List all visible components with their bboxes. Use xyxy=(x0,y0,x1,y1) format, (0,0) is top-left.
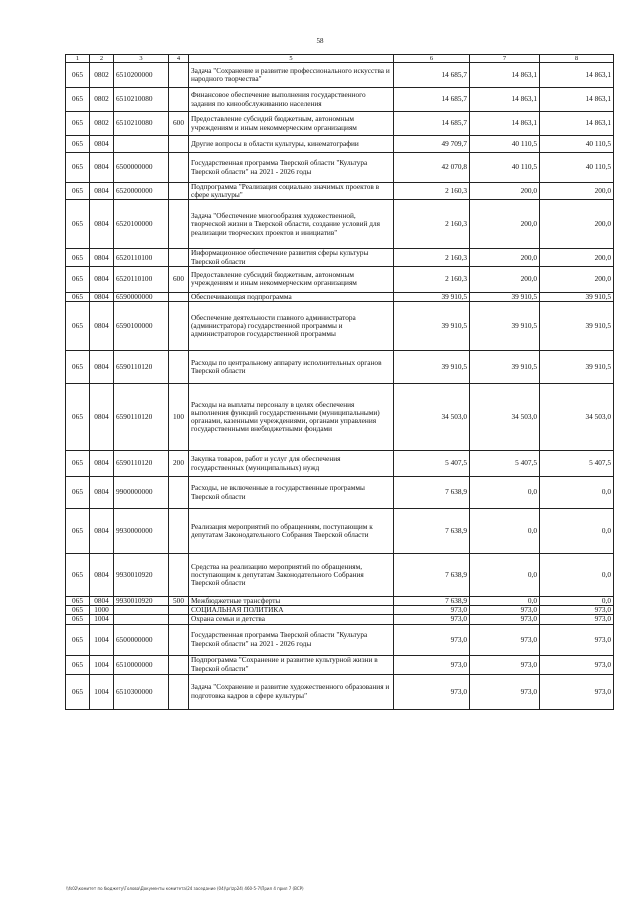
column-header-7: 7 xyxy=(470,55,540,63)
cell-admin-code: 065 xyxy=(66,615,90,624)
cell-amount-year-1: 973,0 xyxy=(394,674,470,709)
cell-section-code: 1004 xyxy=(90,615,114,624)
cell-target-article: 9930010920 xyxy=(114,554,169,597)
cell-amount-year-1: 973,0 xyxy=(394,624,470,655)
cell-amount-year-1: 14 685,7 xyxy=(394,63,470,88)
table-row xyxy=(66,302,614,351)
cell-target-article: 9930010920 xyxy=(114,597,169,606)
cell-amount-year-2: 39 910,5 xyxy=(470,302,540,351)
cell-admin-code: 065 xyxy=(66,451,90,477)
cell-amount-year-2: 14 863,1 xyxy=(470,63,540,88)
cell-amount-year-1: 34 503,0 xyxy=(394,384,470,451)
table-row xyxy=(66,655,614,674)
cell-amount-year-1: 2 160,3 xyxy=(394,183,470,200)
cell-amount-year-2: 200,0 xyxy=(470,266,540,292)
cell-amount-year-2: 200,0 xyxy=(470,249,540,266)
cell-amount-year-2: 39 910,5 xyxy=(470,351,540,384)
cell-target-article: 6510300000 xyxy=(114,674,169,709)
cell-amount-year-2: 200,0 xyxy=(470,183,540,200)
cell-description: Задача "Сохранение и развитие профессионального искусства и народного творчества" xyxy=(189,63,394,88)
cell-expense-type xyxy=(169,302,189,351)
cell-amount-year-1: 7 638,9 xyxy=(394,509,470,554)
cell-amount-year-3: 0,0 xyxy=(540,554,614,597)
cell-amount-year-2: 0,0 xyxy=(470,597,540,606)
cell-expense-type: 600 xyxy=(169,112,189,136)
table-row xyxy=(66,624,614,655)
table-row xyxy=(66,615,614,624)
cell-section-code: 0804 xyxy=(90,302,114,351)
cell-amount-year-1: 39 910,5 xyxy=(394,351,470,384)
column-header-3: 3 xyxy=(114,55,169,63)
cell-expense-type: 100 xyxy=(169,384,189,451)
cell-amount-year-1: 49 709,7 xyxy=(394,136,470,153)
cell-target-article: 6500000000 xyxy=(114,624,169,655)
cell-amount-year-2: 40 110,5 xyxy=(470,136,540,153)
cell-target-article: 6520110100 xyxy=(114,249,169,266)
cell-amount-year-2: 973,0 xyxy=(470,615,540,624)
cell-admin-code: 065 xyxy=(66,63,90,88)
cell-target-article: 9930000000 xyxy=(114,509,169,554)
cell-section-code: 0802 xyxy=(90,88,114,112)
cell-amount-year-1: 2 160,3 xyxy=(394,200,470,249)
cell-admin-code: 065 xyxy=(66,153,90,183)
cell-amount-year-2: 5 407,5 xyxy=(470,451,540,477)
cell-amount-year-2: 40 110,5 xyxy=(470,153,540,183)
cell-admin-code: 065 xyxy=(66,624,90,655)
cell-description: Закупка товаров, работ и услуг для обеспечения государственных (муниципальных) нужд xyxy=(189,451,394,477)
table-row xyxy=(66,112,614,136)
cell-expense-type xyxy=(169,674,189,709)
cell-section-code: 0802 xyxy=(90,112,114,136)
cell-admin-code: 065 xyxy=(66,351,90,384)
cell-amount-year-2: 0,0 xyxy=(470,477,540,509)
table-row xyxy=(66,292,614,301)
cell-target-article: 6510210080 xyxy=(114,88,169,112)
cell-admin-code: 065 xyxy=(66,249,90,266)
cell-admin-code: 065 xyxy=(66,655,90,674)
cell-admin-code: 065 xyxy=(66,606,90,615)
cell-target-article xyxy=(114,136,169,153)
cell-description: Информационное обеспечение развития сферы культуры Тверской области xyxy=(189,249,394,266)
table-row xyxy=(66,384,614,451)
cell-admin-code: 065 xyxy=(66,136,90,153)
cell-amount-year-3: 40 110,5 xyxy=(540,136,614,153)
cell-description: Другие вопросы в области культуры, кинематографии xyxy=(189,136,394,153)
cell-description: Средства на реализацию мероприятий по обращениям, поступающим к депутатам Законодательного Собрания Тверской области xyxy=(189,554,394,597)
cell-admin-code: 065 xyxy=(66,183,90,200)
cell-expense-type xyxy=(169,615,189,624)
cell-description: Финансовое обеспечение выполнения государственного задания по кинообслуживанию населения xyxy=(189,88,394,112)
cell-admin-code: 065 xyxy=(66,509,90,554)
cell-description: Государственная программа Тверской области "Культура Тверской области" на 2021 - 2026 годы xyxy=(189,624,394,655)
cell-section-code: 0804 xyxy=(90,249,114,266)
cell-expense-type xyxy=(169,509,189,554)
cell-amount-year-2: 14 863,1 xyxy=(470,112,540,136)
cell-section-code: 0804 xyxy=(90,554,114,597)
cell-amount-year-3: 0,0 xyxy=(540,597,614,606)
cell-expense-type xyxy=(169,153,189,183)
cell-amount-year-3: 39 910,5 xyxy=(540,351,614,384)
cell-amount-year-2: 973,0 xyxy=(470,674,540,709)
cell-section-code: 0804 xyxy=(90,509,114,554)
cell-expense-type: 500 xyxy=(169,597,189,606)
cell-section-code: 0804 xyxy=(90,477,114,509)
file-path-footer: \\fs02\комитет по бюджету\Голова\Документы комитета\24 заседание (04)\pr\zp24\ 460-5-7\Прил 4 прил 7 (ВСР) xyxy=(66,886,304,891)
cell-target-article: 6510210080 xyxy=(114,112,169,136)
cell-section-code: 0804 xyxy=(90,292,114,301)
cell-target-article: 6590110120 xyxy=(114,384,169,451)
cell-admin-code: 065 xyxy=(66,292,90,301)
column-header-6: 6 xyxy=(394,55,470,63)
cell-expense-type: 600 xyxy=(169,266,189,292)
cell-target-article: 6520000000 xyxy=(114,183,169,200)
table-row xyxy=(66,88,614,112)
cell-admin-code: 065 xyxy=(66,302,90,351)
cell-amount-year-1: 14 685,7 xyxy=(394,112,470,136)
cell-admin-code: 065 xyxy=(66,266,90,292)
cell-amount-year-2: 14 863,1 xyxy=(470,88,540,112)
cell-expense-type xyxy=(169,292,189,301)
cell-expense-type xyxy=(169,606,189,615)
cell-section-code: 0804 xyxy=(90,451,114,477)
cell-target-article: 6520100000 xyxy=(114,200,169,249)
cell-amount-year-3: 0,0 xyxy=(540,509,614,554)
table-row xyxy=(66,63,614,88)
cell-amount-year-1: 7 638,9 xyxy=(394,477,470,509)
cell-amount-year-3: 200,0 xyxy=(540,200,614,249)
column-header-1: 1 xyxy=(66,55,90,63)
cell-amount-year-3: 973,0 xyxy=(540,624,614,655)
cell-amount-year-2: 200,0 xyxy=(470,200,540,249)
cell-target-article xyxy=(114,606,169,615)
cell-amount-year-3: 973,0 xyxy=(540,674,614,709)
cell-amount-year-2: 34 503,0 xyxy=(470,384,540,451)
cell-target-article: 6590110120 xyxy=(114,351,169,384)
cell-amount-year-2: 0,0 xyxy=(470,509,540,554)
cell-expense-type xyxy=(169,136,189,153)
cell-amount-year-1: 39 910,5 xyxy=(394,292,470,301)
column-header-4: 4 xyxy=(169,55,189,63)
cell-admin-code: 065 xyxy=(66,477,90,509)
cell-expense-type xyxy=(169,63,189,88)
cell-amount-year-1: 7 638,9 xyxy=(394,597,470,606)
cell-expense-type xyxy=(169,655,189,674)
cell-description: Охрана семьи и детства xyxy=(189,615,394,624)
cell-section-code: 1000 xyxy=(90,606,114,615)
cell-amount-year-3: 39 910,5 xyxy=(540,292,614,301)
table-row xyxy=(66,249,614,266)
table-row xyxy=(66,554,614,597)
cell-admin-code: 065 xyxy=(66,674,90,709)
cell-expense-type xyxy=(169,88,189,112)
cell-section-code: 0804 xyxy=(90,597,114,606)
table-row xyxy=(66,266,614,292)
table-header-row xyxy=(66,55,614,63)
cell-amount-year-3: 973,0 xyxy=(540,655,614,674)
cell-target-article: 6500000000 xyxy=(114,153,169,183)
cell-amount-year-3: 200,0 xyxy=(540,266,614,292)
table-row xyxy=(66,509,614,554)
cell-description: Расходы на выплаты персоналу в целях обеспечения выполнения функций государственными (муниципальными) органами, казенными учреждениями, органами управления государственными внебюджетными фондами xyxy=(189,384,394,451)
cell-amount-year-1: 14 685,7 xyxy=(394,88,470,112)
cell-admin-code: 065 xyxy=(66,384,90,451)
cell-description: Обеспечивающая подпрограмма xyxy=(189,292,394,301)
cell-expense-type xyxy=(169,249,189,266)
cell-amount-year-2: 973,0 xyxy=(470,606,540,615)
cell-section-code: 1004 xyxy=(90,624,114,655)
cell-section-code: 1004 xyxy=(90,655,114,674)
cell-section-code: 0804 xyxy=(90,136,114,153)
cell-description: Обеспечение деятельности главного администратора (администратора) государственной программы и администраторов государственной программы xyxy=(189,302,394,351)
cell-description: Задача "Обеспечение многообразия художественной, творческой жизни в Тверской области, создание условий для реализации творческих проектов и инициатив" xyxy=(189,200,394,249)
cell-description: Предоставление субсидий бюджетным, автономным учреждениям и иным некоммерческим организациям xyxy=(189,266,394,292)
cell-amount-year-3: 200,0 xyxy=(540,249,614,266)
cell-section-code: 0804 xyxy=(90,200,114,249)
cell-admin-code: 065 xyxy=(66,112,90,136)
cell-amount-year-3: 5 407,5 xyxy=(540,451,614,477)
cell-amount-year-3: 14 863,1 xyxy=(540,63,614,88)
cell-section-code: 0804 xyxy=(90,153,114,183)
table-row xyxy=(66,606,614,615)
cell-amount-year-3: 973,0 xyxy=(540,615,614,624)
cell-amount-year-3: 200,0 xyxy=(540,183,614,200)
cell-description: Государственная программа Тверской области "Культура Тверской области" на 2021 - 2026 годы xyxy=(189,153,394,183)
cell-amount-year-3: 14 863,1 xyxy=(540,112,614,136)
table-row xyxy=(66,183,614,200)
table-row xyxy=(66,200,614,249)
cell-amount-year-2: 973,0 xyxy=(470,655,540,674)
cell-amount-year-1: 42 070,8 xyxy=(394,153,470,183)
cell-expense-type xyxy=(169,183,189,200)
table-row xyxy=(66,477,614,509)
cell-amount-year-1: 973,0 xyxy=(394,606,470,615)
cell-amount-year-1: 973,0 xyxy=(394,615,470,624)
cell-expense-type xyxy=(169,351,189,384)
table-row xyxy=(66,674,614,709)
cell-description: СОЦИАЛЬНАЯ ПОЛИТИКА xyxy=(189,606,394,615)
cell-target-article xyxy=(114,615,169,624)
column-header-8: 8 xyxy=(540,55,614,63)
cell-amount-year-3: 14 863,1 xyxy=(540,88,614,112)
cell-description: Реализация мероприятий по обращениям, поступающим к депутатам Законодательного Собрания Тверской области xyxy=(189,509,394,554)
cell-description: Подпрограмма "Сохранение и развитие культурной жизни в Тверской области" xyxy=(189,655,394,674)
cell-expense-type xyxy=(169,200,189,249)
cell-section-code: 1004 xyxy=(90,674,114,709)
cell-admin-code: 065 xyxy=(66,554,90,597)
cell-target-article: 6590100000 xyxy=(114,302,169,351)
cell-amount-year-2: 973,0 xyxy=(470,624,540,655)
cell-target-article: 9900000000 xyxy=(114,477,169,509)
cell-target-article: 6590110120 xyxy=(114,451,169,477)
page-number: 58 xyxy=(316,37,324,45)
cell-section-code: 0804 xyxy=(90,266,114,292)
table-row xyxy=(66,597,614,606)
cell-section-code: 0804 xyxy=(90,183,114,200)
cell-admin-code: 065 xyxy=(66,200,90,249)
budget-table xyxy=(65,54,614,710)
cell-description: Расходы по центральному аппарату исполнительных органов Тверской области xyxy=(189,351,394,384)
cell-description: Межбюджетные трансферты xyxy=(189,597,394,606)
cell-amount-year-3: 973,0 xyxy=(540,606,614,615)
table-row xyxy=(66,451,614,477)
cell-section-code: 0804 xyxy=(90,384,114,451)
table-row xyxy=(66,351,614,384)
cell-amount-year-2: 39 910,5 xyxy=(470,292,540,301)
cell-amount-year-1: 5 407,5 xyxy=(394,451,470,477)
table-row xyxy=(66,153,614,183)
cell-amount-year-3: 34 503,0 xyxy=(540,384,614,451)
cell-description: Расходы, не включенные в государственные программы Тверской области xyxy=(189,477,394,509)
cell-amount-year-1: 7 638,9 xyxy=(394,554,470,597)
cell-target-article: 6510000000 xyxy=(114,655,169,674)
cell-section-code: 0802 xyxy=(90,63,114,88)
cell-amount-year-1: 973,0 xyxy=(394,655,470,674)
cell-amount-year-1: 39 910,5 xyxy=(394,302,470,351)
cell-description: Подпрограмма "Реализация социально значимых проектов в сфере культуры" xyxy=(189,183,394,200)
cell-admin-code: 065 xyxy=(66,88,90,112)
cell-admin-code: 065 xyxy=(66,597,90,606)
cell-expense-type: 200 xyxy=(169,451,189,477)
cell-description: Предоставление субсидий бюджетным, автономным учреждениям и иным некоммерческим организациям xyxy=(189,112,394,136)
cell-amount-year-2: 0,0 xyxy=(470,554,540,597)
cell-amount-year-1: 2 160,3 xyxy=(394,266,470,292)
column-header-5: 5 xyxy=(189,55,394,63)
cell-amount-year-3: 0,0 xyxy=(540,477,614,509)
cell-target-article: 6590000000 xyxy=(114,292,169,301)
cell-amount-year-3: 40 110,5 xyxy=(540,153,614,183)
cell-section-code: 0804 xyxy=(90,351,114,384)
cell-amount-year-1: 2 160,3 xyxy=(394,249,470,266)
cell-expense-type xyxy=(169,477,189,509)
table-row xyxy=(66,136,614,153)
cell-expense-type xyxy=(169,554,189,597)
cell-expense-type xyxy=(169,624,189,655)
cell-amount-year-3: 39 910,5 xyxy=(540,302,614,351)
column-header-2: 2 xyxy=(90,55,114,63)
cell-description: Задача "Сохранение и развитие художественного образования и подготовка кадров в сфере культуры" xyxy=(189,674,394,709)
table-body xyxy=(66,63,614,710)
cell-target-article: 6520110100 xyxy=(114,266,169,292)
cell-target-article: 6510200000 xyxy=(114,63,169,88)
